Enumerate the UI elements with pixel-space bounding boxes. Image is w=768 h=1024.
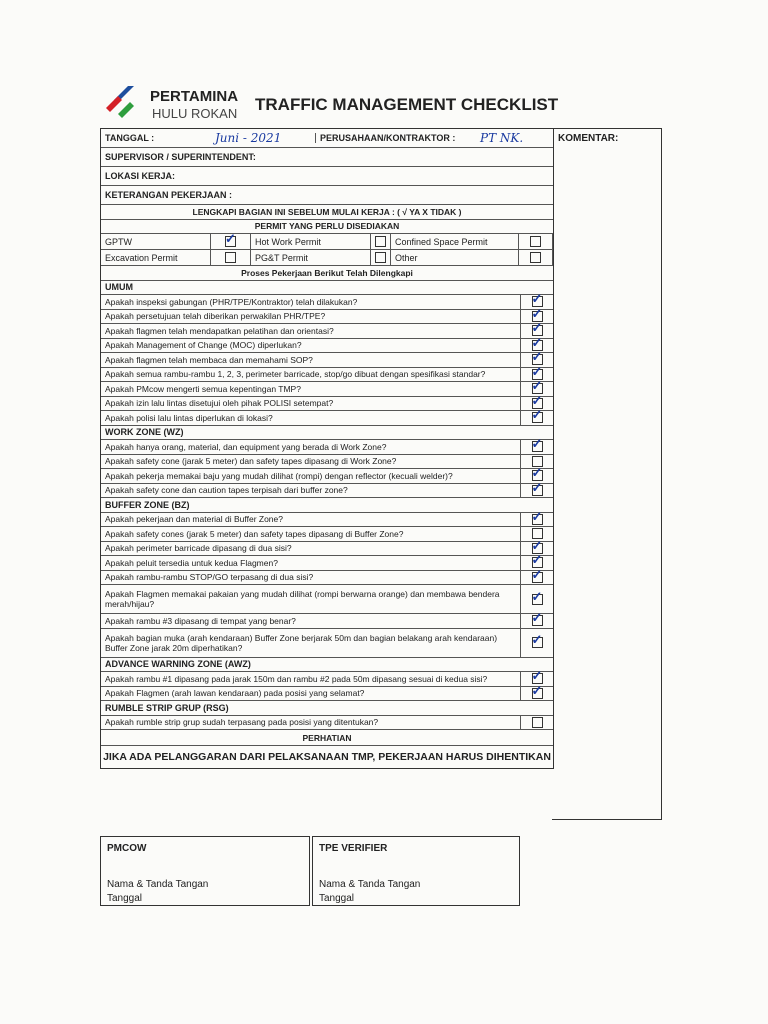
checklist-item	[101, 339, 553, 354]
permit-checkbox[interactable]	[225, 236, 236, 247]
permit-label: Confined Space Permit	[391, 234, 519, 249]
checklist-item	[101, 687, 553, 702]
permit-checkbox-cell	[371, 250, 391, 265]
komentar-label: KOMENTAR:	[558, 133, 619, 144]
tanggal-value[interactable]: Juni - 2021	[215, 131, 282, 145]
permit-checkbox-cell	[519, 234, 553, 249]
checklist-item	[101, 513, 553, 528]
lokasi-row	[101, 167, 553, 186]
permit-label: Excavation Permit	[101, 250, 211, 265]
tpe-date-label: Tanggal	[319, 893, 355, 904]
checklist-question: Apakah flagmen telah mendapatkan pelatihan dan orientasi?	[105, 325, 334, 336]
keterangan-label: KETERANGAN PEKERJAAN :	[105, 190, 233, 200]
permit-checkbox-cell	[519, 250, 553, 265]
checklist-item	[101, 310, 553, 325]
checklist-item	[101, 397, 553, 412]
checkbox-cell	[520, 440, 553, 454]
checklist-item	[101, 716, 553, 731]
checklist-question: Apakah persetujuan telah diberikan perwakilan PHR/TPE?	[105, 311, 326, 322]
permit-header: PERMIT YANG PERLU DISEDIAKAN	[101, 220, 553, 235]
komentar-box[interactable]	[552, 128, 662, 820]
checkbox-cell	[520, 585, 553, 613]
proses-header: Proses Pekerjaan Berikut Telah Dilengkapi	[101, 266, 553, 281]
section-title: RUMBLE STRIP GRUP (RSG)	[101, 701, 553, 716]
checkbox-cell	[520, 411, 553, 425]
permit-label: Hot Work Permit	[251, 234, 371, 249]
section-title: UMUM	[101, 281, 553, 296]
checklist-question: Apakah safety cone dan caution tapes terpisah dari buffer zone?	[105, 485, 348, 496]
checkbox-cell	[520, 571, 553, 585]
warning-text: JIKA ADA PELANGGARAN DARI PELAKSANAAN TMP, PEKERJAAN HARUS DIHENTIKAN	[103, 751, 551, 763]
checkbox[interactable]	[532, 441, 543, 452]
checklist-item	[101, 411, 553, 426]
checklist-question: Apakah safety cone (jarak 5 meter) dan safety tapes dipasang di Work Zone?	[105, 456, 397, 467]
checklist-question: Apakah Flagmen (arah lawan kendaraan) pada posisi yang selamat?	[105, 688, 365, 699]
lengkapi-instruction: LENGKAPI BAGIAN INI SEBELUM MULAI KERJA : ( √ YA X TIDAK )	[101, 205, 553, 220]
checkbox[interactable]	[532, 717, 543, 728]
permit-checkbox-cell	[371, 234, 391, 249]
checkbox[interactable]	[532, 688, 543, 699]
brand-subtitle: HULU ROKAN	[152, 106, 238, 121]
checklist-item	[101, 542, 553, 557]
permit-checkbox[interactable]	[375, 252, 386, 263]
checklist-item	[101, 585, 553, 614]
supervisor-label: SUPERVISOR / SUPERINTENDENT:	[105, 152, 256, 162]
permit-checkbox[interactable]	[530, 236, 541, 247]
checklist-item	[101, 469, 553, 484]
permit-checkbox[interactable]	[530, 252, 541, 263]
permit-label: Other	[391, 250, 519, 265]
checklist-question: Apakah rumble strip grup sudah terpasang pada posisi yang ditentukan?	[105, 717, 379, 728]
checklist-item	[101, 455, 553, 470]
checklist-question: Apakah PMcow mengerti semua kepentingan TMP?	[105, 383, 301, 394]
permit-checkbox[interactable]	[225, 252, 236, 263]
pmcow-title: PMCOW	[107, 843, 147, 854]
tpe-verifier-title: TPE VERIFIER	[319, 843, 388, 854]
pertamina-logo	[100, 80, 140, 120]
checklist-question: Apakah hanya orang, material, dan equipment yang berada di Work Zone?	[105, 441, 387, 452]
checkbox[interactable]	[532, 485, 543, 496]
checklist-question: Apakah bagian muka (arah kendaraan) Buffer Zone berjarak 50m dan bagian belakang arah kendaraan) Buffer Zone jarak 20m diperhatikan?	[105, 632, 498, 653]
checklist-item	[101, 368, 553, 383]
section-title: ADVANCE WARNING ZONE (AWZ)	[101, 658, 553, 673]
checklist-question: Apakah semua rambu-rambu 1, 2, 3, perimeter barricade, stop/go dibuat dengan spesifikasi standar?	[105, 369, 486, 380]
page-title: TRAFFIC MANAGEMENT CHECKLIST	[255, 95, 559, 114]
permit-table	[101, 234, 553, 266]
checklist-item	[101, 672, 553, 687]
checklist-item	[101, 571, 553, 586]
checklist-question: Apakah rambu #1 dipasang pada jarak 150m dan rambu #2 pada 50m dipasang sesuai di kedua sisi?	[105, 673, 488, 684]
checkbox-cell	[520, 513, 553, 527]
supervisor-row	[101, 148, 553, 167]
checklist-question: Apakah pekerjaan dan material di Buffer Zone?	[105, 514, 283, 525]
checklist-question: Apakah safety cones (jarak 5 meter) dan safety tapes dipasang di Buffer Zone?	[105, 528, 404, 539]
checkbox[interactable]	[532, 412, 543, 423]
tanggal-row	[101, 129, 553, 148]
checklist-question: Apakah perimeter barricade dipasang di dua sisi?	[105, 543, 292, 554]
checklist-item	[101, 629, 553, 658]
lokasi-label: LOKASI KERJA:	[105, 171, 176, 181]
checkbox[interactable]	[532, 572, 543, 583]
section-title: WORK ZONE (WZ)	[101, 426, 553, 441]
permit-label: PG&T Permit	[251, 250, 371, 265]
checkbox-cell	[520, 484, 553, 498]
checkbox[interactable]	[532, 594, 543, 605]
perusahaan-label: PERUSAHAAN/KONTRAKTOR :	[315, 133, 480, 143]
checkbox[interactable]	[532, 637, 543, 648]
brand-name: PERTAMINA	[150, 88, 239, 105]
checklist-item	[101, 527, 553, 542]
tpe-name-label: Nama & Tanda Tangan	[319, 879, 421, 890]
pmcow-name-label: Nama & Tanda Tangan	[107, 879, 209, 890]
checklist-question: Apakah peluit tersedia untuk kedua Flagmen?	[105, 557, 278, 568]
checklist-question: Apakah Flagmen memakai pakaian yang mudah dilihat (rompi berwarna orange) dan membawa bendera merah/hijau?	[105, 589, 500, 609]
checklist-item	[101, 440, 553, 455]
checkbox[interactable]	[532, 615, 543, 626]
checklist-item	[101, 295, 553, 310]
checkbox-cell	[520, 614, 553, 628]
checklist-question: Apakah polisi lalu lintas diperlukan di lokasi?	[105, 412, 273, 423]
checklist-question: Apakah izin lalu lintas disetujui oleh pihak POLISI setempat?	[105, 398, 334, 409]
permit-checkbox-cell	[211, 234, 251, 249]
checklist-form	[100, 128, 554, 769]
perhatian-header: PERHATIAN	[101, 730, 553, 746]
pmcow-date-label: Tanggal	[107, 893, 143, 904]
permit-checkbox-cell	[211, 250, 251, 265]
checkbox[interactable]	[532, 514, 543, 525]
checklist-question: Apakah rambu-rambu STOP/GO terpasang di dua sisi?	[105, 572, 314, 583]
checklist-question: Apakah rambu #3 dipasang di tempat yang benar?	[105, 615, 296, 626]
checklist-item	[101, 614, 553, 629]
checklist-sections	[101, 281, 553, 731]
checkbox-cell	[520, 687, 553, 701]
checklist-item	[101, 556, 553, 571]
checklist-item	[101, 484, 553, 499]
permit-row	[101, 250, 553, 266]
tanggal-label: TANGGAL :	[105, 133, 155, 143]
checklist-item	[101, 324, 553, 339]
checklist-question: Apakah pekerja memakai baju yang mudah dilihat (rompi) dengan reflector (kecuali welder)?	[105, 470, 453, 481]
checkbox-cell	[520, 716, 553, 730]
permit-checkbox[interactable]	[375, 236, 386, 247]
permit-label: GPTW	[101, 234, 211, 249]
checklist-item	[101, 353, 553, 368]
checklist-question: Apakah flagmen telah membaca dan memahami SOP?	[105, 354, 313, 365]
permit-row	[101, 234, 553, 250]
section-title: BUFFER ZONE (BZ)	[101, 498, 553, 513]
checklist-question: Apakah inspeksi gabungan (PHR/TPE/Kontraktor) telah dilakukan?	[105, 296, 358, 307]
checkbox-cell	[520, 629, 553, 657]
perusahaan-value[interactable]: PT NK.	[480, 131, 524, 145]
checklist-question: Apakah Management of Change (MOC) diperlukan?	[105, 340, 302, 351]
tpe-verifier-signature-box[interactable]	[312, 836, 520, 906]
pmcow-signature-box[interactable]	[100, 836, 310, 906]
checklist-item	[101, 382, 553, 397]
keterangan-row	[101, 186, 553, 205]
